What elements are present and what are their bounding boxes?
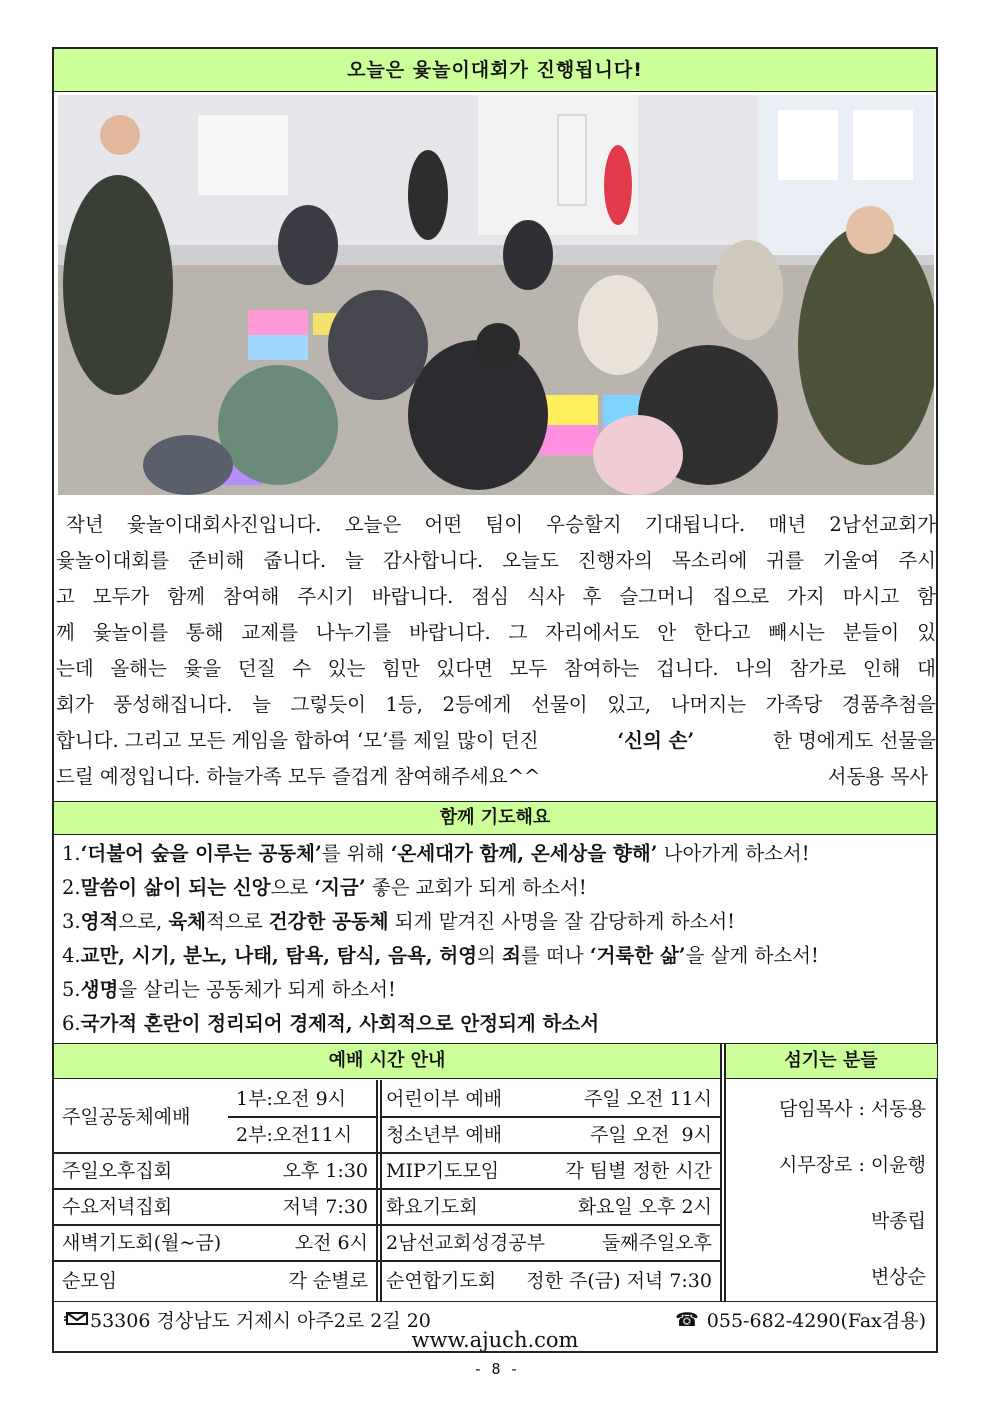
divider bbox=[54, 1152, 720, 1154]
article-text bbox=[56, 507, 936, 795]
article-line-part: 합니다. 그리고 모든 게임을 합하여 ‘모’를 제일 많이 던진 bbox=[56, 729, 539, 752]
article-line: 윷놀이대회를 준비해 줍니다. 늘 감사합니다. 오늘도 진행자의 목소리에 귀를 기울여 주시 bbox=[56, 549, 936, 572]
article-line: 고 모두가 함께 참여해 주시기 바랍니다. 점심 식사 후 슬그머니 집으로 가지 마시고 함 bbox=[56, 585, 936, 608]
article-line: 께 윷놀이를 통해 교제를 나누기를 바랍니다. 그 자리에서도 안 한다고 빼시는 분들이 있 bbox=[56, 621, 936, 644]
service-time: 주일 오전 9시 bbox=[590, 1124, 712, 1146]
service-time: 정한 주(금) 저녁 7:30 bbox=[526, 1270, 712, 1292]
article-line bbox=[56, 723, 936, 759]
service-name: 2남선교회성경공부 bbox=[386, 1232, 545, 1254]
prayer-item: 3.영적으로, 육체적으로 건강한 공동체 되게 맡겨진 사명을 잘 감당하게 하소서! bbox=[62, 910, 736, 933]
service-name: 화요기도회 bbox=[386, 1196, 478, 1218]
divider bbox=[724, 1044, 726, 1302]
service-name: 어린이부 예배 bbox=[386, 1088, 503, 1110]
prayer-item: 5.생명을 살리는 공동체가 되게 하소서! bbox=[62, 978, 396, 1001]
prayer-item: 6.국가적 혼란이 정리되어 경제적, 사회적으로 안정되게 하소서 bbox=[62, 1012, 600, 1035]
service-time: 화요일 오후 2시 bbox=[577, 1196, 712, 1218]
prayer-item: 4.교만, 시기, 분노, 나태, 탐욕, 탐식, 음욕, 허영의 죄를 떠나 ‘거룩한 삶’을 살게 하소서! bbox=[62, 944, 819, 967]
service-time: 1부:오전 9시 bbox=[236, 1088, 347, 1110]
service-time: 오후 1:30 bbox=[282, 1160, 368, 1182]
divider bbox=[376, 1080, 378, 1302]
staff-member: 변상순 bbox=[870, 1266, 926, 1288]
service-name: 새벽기도회(월~금) bbox=[62, 1232, 222, 1254]
article-line: 작년 윷놀이대회사진입니다. 오늘은 어떤 팀이 우승할지 기대됩니다. 매년 2남선교회가 bbox=[66, 513, 936, 536]
article-line: 회가 풍성해집니다. 늘 그렇듯이 1등, 2등에게 선물이 있고, 나머지는 가족당 경품추첨을 bbox=[56, 693, 936, 716]
phone-number: 055-682-4290(Fax겸용) bbox=[706, 1310, 926, 1332]
service-time: 2부:오전11시 bbox=[236, 1124, 353, 1146]
service-name: 순모임 bbox=[62, 1270, 118, 1292]
service-time: 주일 오전 11시 bbox=[583, 1088, 712, 1110]
address: 53306 경상남도 거제시 아주2로 2길 20 bbox=[90, 1310, 431, 1332]
divider bbox=[54, 1260, 720, 1262]
footer bbox=[54, 1301, 936, 1354]
service-name: 주일공동체예배 bbox=[62, 1106, 191, 1128]
bulletin-page bbox=[52, 47, 938, 1353]
prayer-item: 2.말씀이 삶이 되는 신앙으로 ‘지금’ 좋은 교회가 되게 하소서! bbox=[62, 876, 587, 899]
article-highlight: ‘신의 손’ bbox=[617, 729, 695, 752]
staff-title: 섬기는 분들 bbox=[724, 1044, 937, 1079]
divider bbox=[380, 1116, 720, 1118]
staff-member: 시무장로 : 이윤행 bbox=[779, 1154, 926, 1176]
service-name: MIP기도모임 bbox=[386, 1160, 500, 1182]
service-name: 순연합기도회 bbox=[386, 1270, 497, 1292]
service-time: 각 팀별 정한 시간 bbox=[565, 1160, 712, 1182]
divider bbox=[380, 1080, 382, 1302]
article-line-part: 드릴 예정입니다. 하늘가족 모두 즐겁게 참여해주세요^^ bbox=[56, 765, 541, 788]
divider bbox=[228, 1116, 376, 1118]
service-name: 수요저녁집회 bbox=[62, 1196, 173, 1218]
service-name: 청소년부 예배 bbox=[386, 1124, 503, 1146]
website-link[interactable]: www.ajuch.com bbox=[411, 1328, 579, 1352]
prayer-item: 1.‘더불어 숲을 이루는 공동체’를 위해 ‘온세대가 함께, 온세상을 향해’ 나아가게 하소서! bbox=[62, 842, 810, 865]
service-name: 주일오후집회 bbox=[62, 1160, 173, 1182]
page-number: - 8 - bbox=[473, 1360, 519, 1378]
service-time: 각 순별로 bbox=[288, 1270, 368, 1292]
staff-member: 담임목사 : 서동용 bbox=[779, 1098, 926, 1120]
divider bbox=[54, 1188, 720, 1190]
page-title: 오늘은 윷놀이대회가 진행됩니다! bbox=[54, 49, 936, 92]
service-title: 예배 시간 안내 bbox=[54, 1044, 721, 1079]
divider bbox=[720, 1044, 722, 1302]
photo-illustration bbox=[58, 95, 934, 495]
service-time: 둘째주일오후 bbox=[601, 1232, 712, 1254]
phone-icon: ☎ bbox=[675, 1308, 699, 1331]
staff-member: 박종립 bbox=[870, 1210, 926, 1232]
article-line bbox=[56, 759, 936, 795]
service-time: 저녁 7:30 bbox=[282, 1196, 368, 1218]
divider bbox=[54, 1224, 720, 1226]
service-section bbox=[54, 1043, 936, 1302]
service-time: 오전 6시 bbox=[294, 1232, 368, 1254]
article-line-part: 한 명에게도 선물을 bbox=[772, 729, 936, 752]
prayer-title: 함께 기도해요 bbox=[54, 801, 936, 835]
article-author: 서동용 목사 bbox=[827, 765, 928, 788]
yutnori-photo bbox=[58, 95, 934, 495]
prayer-list bbox=[62, 837, 932, 1041]
article-line: 는데 올해는 윷을 던질 수 있는 힘만 있다면 모두 참여하는 겁니다. 나의 참가로 인해 대 bbox=[56, 657, 936, 680]
